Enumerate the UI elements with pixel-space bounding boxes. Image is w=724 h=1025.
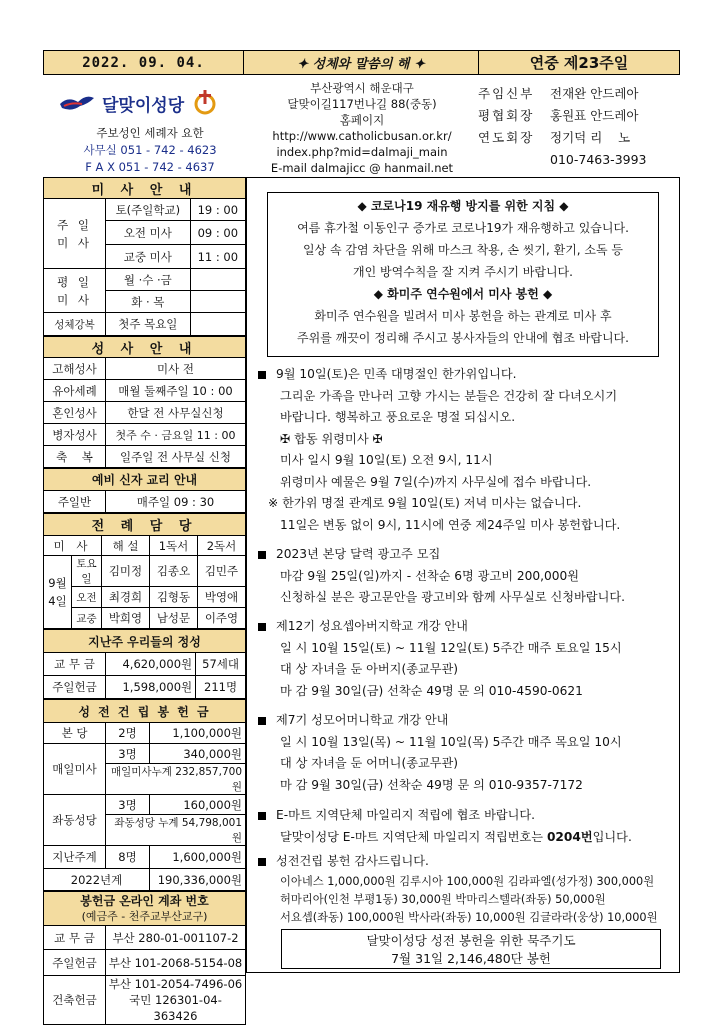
homepage-url-2[interactable]: index.php?mid=dalmaji_main [276, 145, 448, 159]
account-type: 주일헌금 [44, 950, 106, 976]
staff-row [478, 148, 688, 170]
fund-amount: 1,100,000원 [150, 723, 246, 744]
rosary-prayer-box [281, 929, 661, 969]
mass-time: 19 : 00 [190, 199, 245, 221]
fund-source: 본 당 [44, 723, 106, 744]
building-fund-title: 성 전 건 립 봉 헌 금 [44, 700, 246, 723]
prayer-title: 달맞이성당 성전 봉헌을 위한 묵주기도 [366, 933, 576, 948]
bullet-icon [258, 812, 266, 820]
ministry-mass: 토요일 [72, 556, 102, 587]
adoration-time: 첫주 목요일 [106, 313, 191, 336]
bullet-icon [258, 717, 266, 725]
fund-amount: 160,000원 [150, 795, 246, 815]
bulletin-title: E-마트 지역단체 마일리지 적립에 협조 바랍니다. [276, 808, 536, 822]
fund-count: 8명 [106, 846, 150, 869]
bulletin-date: 2022. 09. 04. [44, 51, 244, 74]
fund-accumulated: 매일미사누계 232,857,700원 [106, 764, 246, 795]
bulletin-line: 입니다. [592, 829, 632, 844]
liturgical-week: 연중 제23주일 [529, 54, 629, 72]
fund-amount: 340,000원 [150, 744, 246, 764]
bulletin-line: 마감 9월 25일(일)까지 - 선착순 6명 광고비 200,000원 [280, 568, 580, 583]
staff-phone: 010-7463-3993 [550, 151, 647, 167]
catechumen-time: 매주일 09 : 30 [106, 491, 246, 513]
prayer-count: 7월 31일 2,146,480단 봉헌 [391, 951, 551, 966]
header-bar [43, 50, 680, 75]
left-column [43, 177, 246, 1025]
fund-count: 2명 [106, 723, 150, 744]
offering-amount: 1,598,000원 [106, 676, 196, 699]
fund-count: 3명 [106, 744, 150, 764]
bulletin-chuseok [258, 364, 678, 536]
bulletin-donors [258, 851, 678, 927]
catechumen-table [43, 468, 246, 513]
offering-count: 211명 [196, 676, 246, 699]
staff-row [478, 82, 688, 104]
sacrament-name: 혼인성사 [44, 402, 106, 424]
notice-heading: ◆ 코로나19 재유행 방지를 위한 지침 ◆ [357, 199, 569, 213]
weekday-mass-label: 평 일 미 사 [44, 269, 106, 313]
bulletin-mother-school [258, 710, 678, 796]
mass-name: 토(주일학교) [106, 199, 191, 221]
bulletin-title: 9월 10일(토)은 민족 대명절인 한가위입니다. [276, 367, 517, 381]
ministry-table [43, 513, 246, 629]
ministry-mass: 오전 [72, 587, 102, 608]
ministry-title: 전 례 담 당 [44, 514, 246, 536]
bulletin-title: 제7기 성모어머니학교 개강 안내 [276, 713, 449, 727]
offering-count: 57세대 [196, 653, 246, 676]
ministry-date: 9월 4일 [44, 556, 72, 629]
covid-notice-box [267, 192, 659, 357]
notice-line: 화미주 연수원을 빌려서 미사 봉헌을 하는 관계로 미사 후 [314, 309, 612, 323]
staff-name: 홍원표 안드레아 [550, 108, 639, 123]
bulletin-line: 달맞이성당 E-마트 지역단체 마일리지 적립번호는 [280, 829, 547, 844]
bulletin-line: 위령미사 예물은 9월 7일(수)까지 사무실에 접수 바랍니다. [280, 474, 592, 489]
ministry-person: 김종오 [150, 556, 198, 587]
patron-saint: 주보성인 세례자 요한 [96, 126, 204, 140]
bulletin-line: 일 시 10월 15일(토) ~ 11월 12일(토) 5주간 매주 토요일 15시 [280, 640, 622, 655]
account-holder: (예금주 - 천주교부산교구) [81, 909, 208, 923]
church-name: 달맞이성당 [102, 95, 185, 116]
sacrament-name: 유아세례 [44, 380, 106, 402]
bulletin-line: 마 감 9월 30일(금) 선착순 49명 문 의 010-9357-7172 [280, 777, 583, 792]
sacrament-name: 병자성사 [44, 424, 106, 446]
homepage-url-1[interactable]: http://www.catholicbusan.or.kr/ [272, 129, 452, 143]
account-table [43, 891, 246, 1025]
mass-name: 교중 미사 [106, 245, 191, 269]
weekday-days: 월 ·수 ·금 [106, 269, 191, 291]
ministry-header: 2독서 [198, 536, 246, 556]
bullet-icon [258, 858, 266, 866]
dove-icon [58, 92, 96, 114]
account-number: 부산 280-01-001107-2 [106, 926, 246, 950]
adoration-label: 성체강복 [44, 313, 106, 336]
bulletin-line: 신청하실 분은 광고문안을 광고비와 함께 사무실로 신청바랍니다. [280, 590, 625, 604]
bulletin-line: 그리운 가족을 만나러 고향 가시는 분들은 건강히 잘 다녀오시기 [280, 388, 618, 403]
homepage-label: 홈페이지 [339, 113, 385, 127]
account-type: 건축헌금 [44, 976, 106, 1025]
sacrament-info: 매월 둘째주일 10 : 00 [106, 380, 246, 402]
mass-time: 09 : 00 [190, 221, 245, 245]
bulletin-line: 일 시 10월 13일(목) ~ 11월 10일(목) 5주간 매주 목요일 10시 [280, 734, 622, 749]
fund-source: 좌동성당 [44, 795, 106, 846]
weekday-time [190, 291, 245, 313]
donor-line: 이아네스 1,000,000원 김루시아 100,000원 김라파엘(성가정) 300,000원 [280, 874, 655, 888]
bulletin-father-school [258, 616, 678, 702]
notice-line: 개인 방역수칙을 잘 지켜 주시기 바랍니다. [353, 265, 573, 279]
fund-source: 지난주계 [44, 846, 106, 869]
fund-accumulated: 좌동성당 누계 54,798,001원 [106, 815, 246, 846]
offering-type: 주일헌금 [44, 676, 106, 699]
church-info [60, 125, 240, 176]
fund-amount: 1,600,000원 [150, 846, 246, 869]
office-phone: 사무실 051 - 742 - 4623 [83, 143, 217, 157]
bulletin-line: 바랍니다. 행복하고 풍요로운 명절 되십시오. [280, 410, 516, 424]
fund-source: 매일미사 [44, 744, 106, 795]
notice-heading: ◆ 화미주 연수원에서 미사 봉헌 ◆ [373, 287, 553, 301]
ministry-mass: 교중 [72, 608, 102, 629]
weekday-days: 화 · 목 [106, 291, 191, 313]
mass-name: 오전 미사 [106, 221, 191, 245]
notice-line: 일상 속 감염 차단을 위해 마스크 착용, 손 씻기, 환기, 소독 등 [302, 243, 624, 257]
mileage-number: 0204번 [546, 829, 593, 844]
account-number-pair [106, 976, 246, 1025]
bullet-icon [258, 551, 266, 559]
sacrament-info: 미사 전 [106, 358, 246, 380]
mass-schedule-table [43, 177, 246, 336]
bullet-icon [258, 623, 266, 631]
notice-line: 주위를 깨끗이 정리해 주시고 봉사자들의 안내에 협조 바랍니다. [297, 331, 629, 345]
fund-count: 3명 [106, 795, 150, 815]
account-number: 부산 101-2054-7496-06 [108, 977, 243, 991]
sacrament-table [43, 336, 246, 468]
email-address[interactable]: E-mail dalmajicc @ hanmail.net [270, 161, 454, 175]
bulletin-note: 11일은 변동 없이 9시, 11시에 연중 제24주일 미사 봉헌합니다. [280, 517, 621, 532]
bulletin-note: ※ 한가위 명절 관계로 9월 10일(토) 저녁 미사는 없습니다. [268, 496, 582, 510]
ministry-person: 이주영 [198, 608, 246, 629]
donor-line: 허마리아(인천 부평1동) 30,000원 박마리스텔라(좌동) 50,000원 [280, 892, 606, 906]
sacrament-name: 고해성사 [44, 358, 106, 380]
staff-name: 전재완 안드레아 [550, 86, 639, 101]
church-logo [58, 88, 238, 118]
fax-number: F A X 051 - 742 - 4637 [85, 160, 215, 174]
ministry-person: 김형동 [150, 587, 198, 608]
ministry-person: 남성문 [150, 608, 198, 629]
catechumen-title: 예비 신자 교리 안내 [44, 469, 246, 491]
ministry-person: 최경희 [102, 587, 150, 608]
mass-time: 11 : 00 [190, 245, 245, 269]
account-number: 국민 126301-04-363426 [129, 993, 222, 1023]
sacrament-info: 한달 전 사무실신청 [106, 402, 246, 424]
bulletin-line: ✠ 합동 위령미사 ✠ [280, 431, 383, 446]
mass-title: 미 사 안 내 [44, 178, 246, 199]
bulletin-title: 제12기 성요셉아버지학교 개강 안내 [276, 619, 468, 633]
sunday-mass-label: 주 일 미 사 [44, 199, 106, 269]
sacrament-info: 일주일 전 사무실 신청 [106, 446, 246, 468]
sacrament-title: 성 사 안 내 [44, 337, 246, 358]
bulletin-title: 2023년 본당 달력 광고주 모집 [276, 547, 441, 561]
fund-total-amount: 190,336,000원 [150, 869, 246, 891]
ministry-person: 김미정 [102, 556, 150, 587]
offering-title: 지난주 우리들의 정성 [44, 630, 246, 653]
ministry-person: 박영애 [198, 587, 246, 608]
notice-line: 여름 휴가철 이동인구 증가로 코로나19가 재유행하고 있습니다. [297, 221, 629, 235]
donor-line: 서요셉(좌동) 100,000원 박사라(좌동) 10,000원 김글라라(웅상) 10,000원 [280, 910, 658, 924]
bulletin-line: 대 상 자녀을 둔 어머니(종교무관) [280, 756, 459, 770]
ministry-header: 미 사 [44, 536, 102, 556]
building-fund-table [43, 699, 246, 891]
ministry-header: 1독서 [150, 536, 198, 556]
staff-role: 연도회장 [478, 130, 535, 145]
church-address [262, 80, 462, 176]
account-number: 부산 101-2068-5154-08 [106, 950, 246, 976]
sacrament-info: 첫주 수 · 금요일 11 : 00 [106, 424, 246, 446]
address-line-1: 부산광역시 해운대구 [310, 81, 414, 95]
offering-type: 교 무 금 [44, 653, 106, 676]
ministry-person: 박희영 [102, 608, 150, 629]
fund-total-label: 2022년계 [44, 869, 150, 891]
staff-role: 주임신부 [478, 86, 535, 101]
staff-role: 평협회장 [478, 108, 535, 123]
account-title-text: 봉헌금 온라인 계좌 번호 [80, 893, 209, 908]
bulletin-line: 마 감 9월 30일(금) 선착순 49명 문 의 010-4590-0621 [280, 683, 583, 698]
offering-table [43, 629, 246, 699]
weekday-time [190, 269, 245, 291]
account-type: 교 무 금 [44, 926, 106, 950]
bullet-icon [258, 371, 266, 379]
offering-amount: 4,620,000원 [106, 653, 196, 676]
bulletin-calendar-ad [258, 544, 678, 609]
bulletin-emart [258, 805, 678, 848]
staff-row [478, 104, 688, 126]
ministry-header: 해 설 [102, 536, 150, 556]
catechumen-class: 주일반 [44, 491, 106, 513]
year-motto: ✦ 성체와 말씀의 해 ✦ [244, 51, 479, 74]
moon-cross-icon [192, 88, 218, 118]
staff-name: 정기덕 리 노 [550, 130, 631, 145]
bulletin-line: 대 상 자녀을 둔 아버지(종교무관) [280, 662, 459, 676]
sacrament-name: 축 복 [44, 446, 106, 468]
ministry-person: 김민주 [198, 556, 246, 587]
staff-row [478, 126, 688, 148]
staff-list [478, 82, 688, 170]
account-title [44, 892, 246, 926]
address-line-2: 달맞이길117번나길 88(중동) [287, 97, 437, 111]
bulletin-title: 성전건립 봉헌 감사드립니다. [276, 854, 429, 868]
bulletin-line: 미사 일시 9월 10일(토) 오전 9시, 11시 [280, 453, 493, 467]
